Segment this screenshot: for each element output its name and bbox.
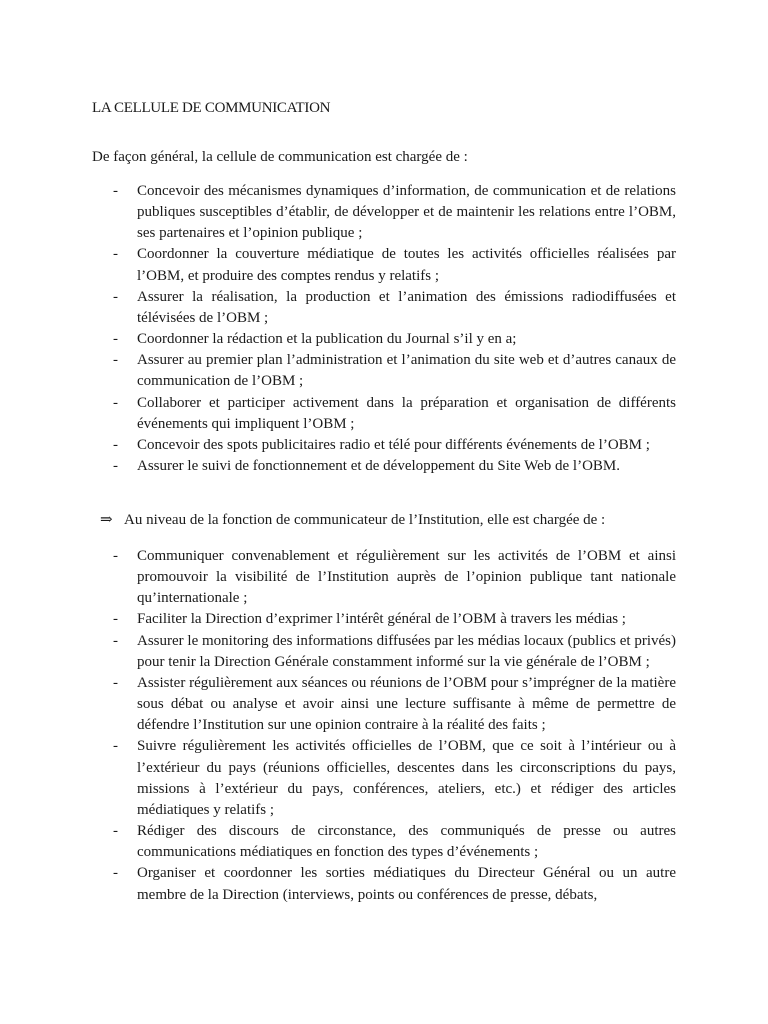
list-item-text: Organiser et coordonner les sorties médiatiques du Directeur Général ou un autre membre de la Direction (interviews, points ou conférences de presse, débats, <box>137 865 676 903</box>
bullet-dash: - <box>113 288 118 305</box>
communicator-duties-list <box>113 546 676 906</box>
bullet-dash: - <box>113 548 118 564</box>
list-item-text: Rédiger des discours de circonstance, des communiqués de presse ou autres communications médiatiques en fonction des types d’événements ; <box>137 823 676 861</box>
list-item-text: Assister régulièrement aux séances ou réunions de l’OBM pour s’imprégner de la matière sous débat ou analyse et avoir ainsi une lecture suffisante à même de permettre de défendre l’Institution sur une opinion contraire à la réalité des faits ; <box>137 674 676 734</box>
list-item <box>113 821 676 863</box>
list-item <box>113 329 676 350</box>
bullet-dash: - <box>113 436 118 453</box>
responsibilities-list <box>113 181 676 477</box>
list-item <box>113 736 676 821</box>
list-item-text: Coordonner la rédaction et la publication du Journal s’il y en a; <box>137 331 517 348</box>
list-item <box>113 546 676 609</box>
bullet-dash: - <box>113 183 118 199</box>
implies-arrow-icon: ⇒ <box>100 512 113 528</box>
bullet-dash: - <box>113 394 118 411</box>
list-item <box>113 609 676 630</box>
list-item <box>113 673 676 736</box>
bullet-dash: - <box>113 352 118 369</box>
list-item-text: Communiquer convenablement et régulièrement sur les activités de l’OBM et ainsi promouvoir la visibilité de l’Institution auprès de l’opinion publique tant nationale qu’internationale ; <box>137 548 676 607</box>
bullet-dash: - <box>113 611 118 628</box>
list-item-text: Suivre régulièrement les activités officielles de l’OBM, que ce soit à l’intérieur ou à l’extérieur du pays (réunions officielles, descentes dans les circonscriptions du pays, missions à l’extérieur du pays, conférences, ateliers, etc.) et rédiger des articles médiatiques y relatifs ; <box>137 738 676 818</box>
list-item <box>113 456 676 477</box>
list-item-text: Assurer la réalisation, la production et l’animation des émissions radiodiffusées et télévisées de l’OBM ; <box>137 288 676 326</box>
list-item-text: Coordonner la couverture médiatique de toutes les activités officielles réalisées par l’OBM, et produire des comptes rendus y relatifs ; <box>137 246 676 284</box>
list-item <box>113 631 676 673</box>
bullet-dash: - <box>113 632 118 649</box>
section-title: LA CELLULE DE COMMUNICATION <box>92 100 331 116</box>
list-item <box>113 435 676 456</box>
list-item <box>113 863 676 905</box>
list-item <box>113 350 676 392</box>
list-item <box>113 244 676 286</box>
bullet-dash: - <box>113 331 118 348</box>
intro-paragraph: De façon général, la cellule de communication est chargée de : <box>92 149 468 165</box>
bullet-dash: - <box>113 458 118 475</box>
list-item-text: Faciliter la Direction d’exprimer l’intérêt général de l’OBM à travers les médias ; <box>137 611 626 628</box>
bullet-dash: - <box>113 823 118 840</box>
bullet-dash: - <box>113 246 118 263</box>
list-item-text: Assurer le monitoring des informations diffusées par les médias locaux (publics et privés) pour tenir la Direction Générale constamment informé sur la vie générale de l’OBM ; <box>137 632 676 670</box>
list-item-text: Collaborer et participer activement dans la préparation et organisation de différents événements qui impliquent l’OBM ; <box>137 394 676 432</box>
list-item <box>113 287 676 329</box>
bullet-dash: - <box>113 674 118 691</box>
list-item-text: Assurer le suivi de fonctionnement et de développement du Site Web de l’OBM. <box>137 458 620 475</box>
communicator-role-heading <box>100 511 605 529</box>
list-item <box>113 393 676 435</box>
list-item-text: Concevoir des spots publicitaires radio et télé pour différents événements de l’OBM ; <box>137 436 650 453</box>
list-item <box>113 181 676 244</box>
communicator-role-text: Au niveau de la fonction de communicateur de l’Institution, elle est chargée de : <box>124 512 606 528</box>
bullet-dash: - <box>113 865 118 882</box>
list-item-text: Concevoir des mécanismes dynamiques d’information, de communication et de relations publiques susceptibles d’établir, de développer et de maintenir les relations entre l’OBM, ses partenaires et l’opinion publique ; <box>137 183 676 242</box>
list-item-text: Assurer au premier plan l’administration et l’animation du site web et d’autres canaux de communication de l’OBM ; <box>137 352 676 390</box>
bullet-dash: - <box>113 738 118 755</box>
